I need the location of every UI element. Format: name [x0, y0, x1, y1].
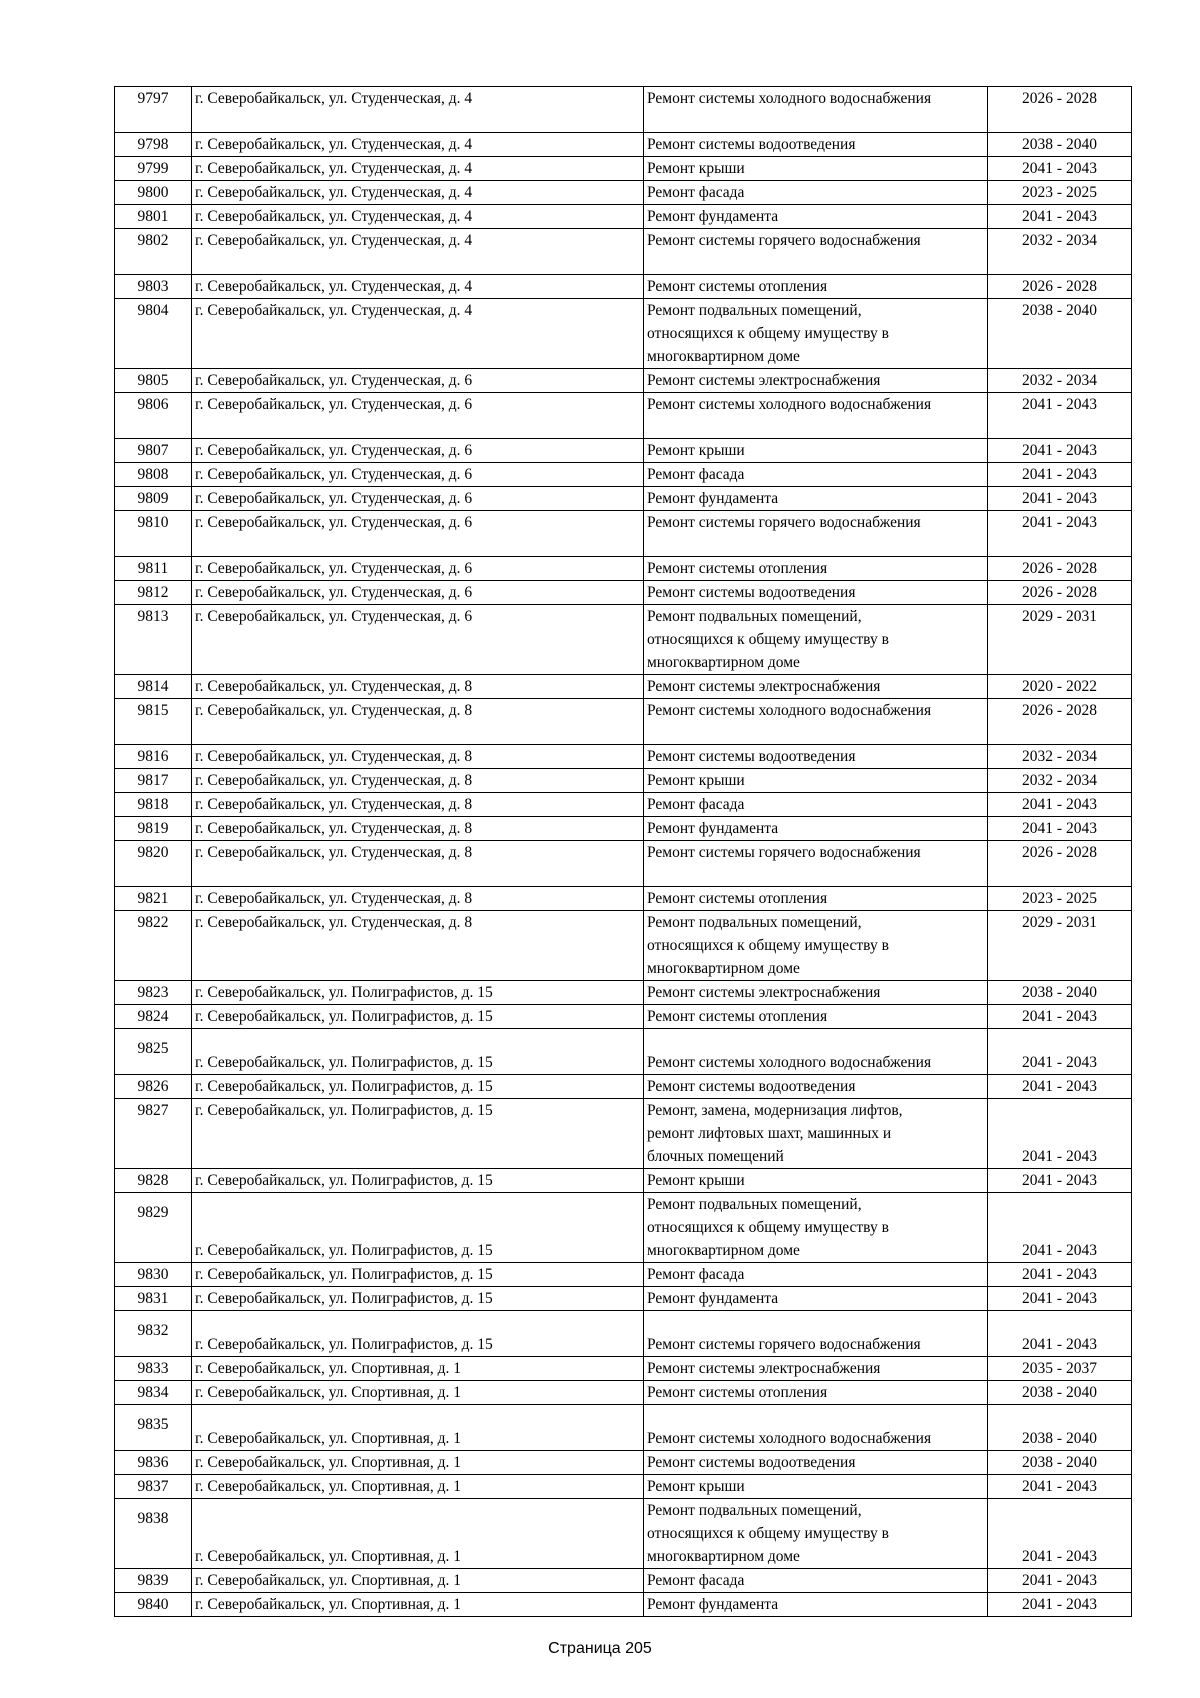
row-number-cell: 9801: [115, 205, 192, 229]
row-number-cell: 9830: [115, 1263, 192, 1287]
work-type-cell: Ремонт фундамента: [644, 487, 988, 511]
period-cell: 2041 - 2043: [988, 205, 1132, 229]
work-type-cell: Ремонт крыши: [644, 157, 988, 181]
address-cell: г. Северобайкальск, ул. Полиграфистов, д. 15: [192, 1263, 644, 1287]
table-row: [115, 581, 1132, 605]
work-type-cell: Ремонт подвальных помещений, относящихся к общему имуществу в многоквартирном доме: [644, 299, 988, 369]
address-cell: г. Северобайкальск, ул. Студенческая, д. 6: [192, 511, 644, 557]
address-cell: г. Северобайкальск, ул. Студенческая, д. 4: [192, 181, 644, 205]
period-cell: 2041 - 2043: [988, 1169, 1132, 1193]
row-number-cell: 9824: [115, 1005, 192, 1029]
row-number-cell: 9817: [115, 769, 192, 793]
row-number-cell: 9818: [115, 793, 192, 817]
period-cell: 2032 - 2034: [988, 229, 1132, 275]
row-number-cell: 9831: [115, 1287, 192, 1311]
table-body: [115, 87, 1132, 1617]
period-cell: 2041 - 2043: [988, 1075, 1132, 1099]
work-type-cell: Ремонт системы водоотведения: [644, 133, 988, 157]
row-number-cell: 9808: [115, 463, 192, 487]
work-type-cell: Ремонт фундамента: [644, 1593, 988, 1617]
period-cell: 2032 - 2034: [988, 769, 1132, 793]
period-cell: 2029 - 2031: [988, 605, 1132, 675]
work-type-cell: Ремонт фундамента: [644, 205, 988, 229]
table-row: [115, 157, 1132, 181]
work-type-cell: Ремонт фасада: [644, 181, 988, 205]
address-cell: г. Северобайкальск, ул. Студенческая, д. 8: [192, 745, 644, 769]
address-cell: г. Северобайкальск, ул. Студенческая, д. 6: [192, 605, 644, 675]
period-cell: 2038 - 2040: [988, 299, 1132, 369]
work-type-cell: Ремонт системы отопления: [644, 275, 988, 299]
row-number-cell: 9835: [115, 1405, 192, 1451]
work-type-cell: Ремонт крыши: [644, 1169, 988, 1193]
address-cell: г. Северобайкальск, ул. Студенческая, д. 8: [192, 675, 644, 699]
table-row: [115, 1287, 1132, 1311]
row-number-cell: 9805: [115, 369, 192, 393]
address-cell: г. Северобайкальск, ул. Спортивная, д. 1: [192, 1381, 644, 1405]
table-row: [115, 605, 1132, 675]
table-row: [115, 463, 1132, 487]
work-type-cell: Ремонт системы электроснабжения: [644, 1357, 988, 1381]
period-cell: 2041 - 2043: [988, 793, 1132, 817]
period-cell: 2038 - 2040: [988, 981, 1132, 1005]
row-number-cell: 9815: [115, 699, 192, 745]
address-cell: г. Северобайкальск, ул. Спортивная, д. 1: [192, 1499, 644, 1569]
period-cell: 2038 - 2040: [988, 1451, 1132, 1475]
table-row: [115, 1593, 1132, 1617]
row-number-cell: 9829: [115, 1193, 192, 1263]
table-row: [115, 369, 1132, 393]
work-type-cell: Ремонт системы водоотведения: [644, 745, 988, 769]
address-cell: г. Северобайкальск, ул. Полиграфистов, д. 15: [192, 981, 644, 1005]
period-cell: 2038 - 2040: [988, 1381, 1132, 1405]
row-number-cell: 9811: [115, 557, 192, 581]
address-cell: г. Северобайкальск, ул. Полиграфистов, д. 15: [192, 1169, 644, 1193]
period-cell: 2041 - 2043: [988, 1099, 1132, 1169]
row-number-cell: 9807: [115, 439, 192, 463]
work-type-cell: Ремонт системы отопления: [644, 557, 988, 581]
row-number-cell: 9819: [115, 817, 192, 841]
row-number-cell: 9797: [115, 87, 192, 133]
table-row: [115, 1569, 1132, 1593]
period-cell: 2026 - 2028: [988, 275, 1132, 299]
period-cell: 2041 - 2043: [988, 1475, 1132, 1499]
table-row: [115, 911, 1132, 981]
row-number-cell: 9798: [115, 133, 192, 157]
period-cell: 2029 - 2031: [988, 911, 1132, 981]
work-type-cell: Ремонт подвальных помещений, относящихся к общему имуществу в многоквартирном доме: [644, 1499, 988, 1569]
address-cell: г. Северобайкальск, ул. Студенческая, д. 4: [192, 157, 644, 181]
work-type-cell: Ремонт фундамента: [644, 817, 988, 841]
row-number-cell: 9806: [115, 393, 192, 439]
row-number-cell: 9816: [115, 745, 192, 769]
address-cell: г. Северобайкальск, ул. Студенческая, д. 6: [192, 463, 644, 487]
address-cell: г. Северобайкальск, ул. Полиграфистов, д. 15: [192, 1287, 644, 1311]
period-cell: 2041 - 2043: [988, 1263, 1132, 1287]
address-cell: г. Северобайкальск, ул. Студенческая, д. 6: [192, 557, 644, 581]
row-number-cell: 9812: [115, 581, 192, 605]
address-cell: г. Северобайкальск, ул. Спортивная, д. 1: [192, 1405, 644, 1451]
row-number-cell: 9802: [115, 229, 192, 275]
row-number-cell: 9800: [115, 181, 192, 205]
work-type-cell: Ремонт фасада: [644, 463, 988, 487]
work-type-cell: Ремонт фундамента: [644, 1287, 988, 1311]
table-row: [115, 1499, 1132, 1569]
period-cell: 2026 - 2028: [988, 557, 1132, 581]
table-row: [115, 133, 1132, 157]
address-cell: г. Северобайкальск, ул. Спортивная, д. 1: [192, 1593, 644, 1617]
work-type-cell: Ремонт системы холодного водоснабжения: [644, 87, 988, 133]
period-cell: 2038 - 2040: [988, 1405, 1132, 1451]
table-row: [115, 841, 1132, 887]
row-number-cell: 9833: [115, 1357, 192, 1381]
address-cell: г. Северобайкальск, ул. Студенческая, д. 8: [192, 911, 644, 981]
work-type-cell: Ремонт системы электроснабжения: [644, 981, 988, 1005]
period-cell: 2041 - 2043: [988, 439, 1132, 463]
address-cell: г. Северобайкальск, ул. Студенческая, д. 8: [192, 699, 644, 745]
period-cell: 2026 - 2028: [988, 581, 1132, 605]
table-row: [115, 299, 1132, 369]
period-cell: 2026 - 2028: [988, 699, 1132, 745]
work-type-cell: Ремонт фасада: [644, 1569, 988, 1593]
table-row: [115, 793, 1132, 817]
period-cell: 2041 - 2043: [988, 1569, 1132, 1593]
work-type-cell: Ремонт системы отопления: [644, 887, 988, 911]
work-type-cell: Ремонт крыши: [644, 439, 988, 463]
row-number-cell: 9825: [115, 1029, 192, 1075]
table-row: [115, 511, 1132, 557]
table-row: [115, 981, 1132, 1005]
address-cell: г. Северобайкальск, ул. Студенческая, д. 4: [192, 229, 644, 275]
address-cell: г. Северобайкальск, ул. Студенческая, д. 4: [192, 133, 644, 157]
page-number: Страница 205: [548, 1640, 652, 1657]
row-number-cell: 9838: [115, 1499, 192, 1569]
period-cell: 2032 - 2034: [988, 745, 1132, 769]
table-row: [115, 1193, 1132, 1263]
period-cell: 2041 - 2043: [988, 157, 1132, 181]
table-row: [115, 87, 1132, 133]
table-row: [115, 393, 1132, 439]
table-row: [115, 557, 1132, 581]
address-cell: г. Северобайкальск, ул. Студенческая, д. 8: [192, 887, 644, 911]
row-number-cell: 9822: [115, 911, 192, 981]
table-row: [115, 439, 1132, 463]
work-type-cell: Ремонт системы водоотведения: [644, 1075, 988, 1099]
work-type-cell: Ремонт подвальных помещений, относящихся к общему имуществу в многоквартирном доме: [644, 911, 988, 981]
work-type-cell: Ремонт крыши: [644, 769, 988, 793]
work-type-cell: Ремонт системы горячего водоснабжения: [644, 229, 988, 275]
table-row: [115, 229, 1132, 275]
address-cell: г. Северобайкальск, ул. Студенческая, д. 8: [192, 769, 644, 793]
row-number-cell: 9837: [115, 1475, 192, 1499]
period-cell: 2038 - 2040: [988, 133, 1132, 157]
address-cell: г. Северобайкальск, ул. Студенческая, д. 6: [192, 439, 644, 463]
table-row: [115, 1311, 1132, 1357]
work-type-cell: Ремонт фасада: [644, 793, 988, 817]
address-cell: г. Северобайкальск, ул. Спортивная, д. 1: [192, 1475, 644, 1499]
work-type-cell: Ремонт системы горячего водоснабжения: [644, 841, 988, 887]
row-number-cell: 9813: [115, 605, 192, 675]
period-cell: 2041 - 2043: [988, 1029, 1132, 1075]
table-row: [115, 181, 1132, 205]
period-cell: 2032 - 2034: [988, 369, 1132, 393]
table-row: [115, 1005, 1132, 1029]
address-cell: г. Северобайкальск, ул. Полиграфистов, д. 15: [192, 1311, 644, 1357]
work-type-cell: Ремонт системы водоотведения: [644, 581, 988, 605]
work-type-cell: Ремонт подвальных помещений, относящихся к общему имуществу в многоквартирном доме: [644, 605, 988, 675]
address-cell: г. Северобайкальск, ул. Студенческая, д. 6: [192, 393, 644, 439]
period-cell: 2035 - 2037: [988, 1357, 1132, 1381]
work-type-cell: Ремонт, замена, модернизация лифтов, ремонт лифтовых шахт, машинных и блочных помещений: [644, 1099, 988, 1169]
address-cell: г. Северобайкальск, ул. Полиграфистов, д. 15: [192, 1193, 644, 1263]
period-cell: 2041 - 2043: [988, 487, 1132, 511]
table-row: [115, 1381, 1132, 1405]
period-cell: 2041 - 2043: [988, 1311, 1132, 1357]
row-number-cell: 9810: [115, 511, 192, 557]
period-cell: 2020 - 2022: [988, 675, 1132, 699]
row-number-cell: 9828: [115, 1169, 192, 1193]
table-row: [115, 275, 1132, 299]
work-type-cell: Ремонт системы холодного водоснабжения: [644, 1405, 988, 1451]
work-type-cell: Ремонт системы горячего водоснабжения: [644, 1311, 988, 1357]
address-cell: г. Северобайкальск, ул. Спортивная, д. 1: [192, 1451, 644, 1475]
row-number-cell: 9804: [115, 299, 192, 369]
address-cell: г. Северобайкальск, ул. Полиграфистов, д. 15: [192, 1005, 644, 1029]
row-number-cell: 9814: [115, 675, 192, 699]
table-row: [115, 1169, 1132, 1193]
address-cell: г. Северобайкальск, ул. Студенческая, д. 6: [192, 369, 644, 393]
address-cell: г. Северобайкальск, ул. Полиграфистов, д. 15: [192, 1029, 644, 1075]
work-type-cell: Ремонт системы электроснабжения: [644, 369, 988, 393]
work-type-cell: Ремонт подвальных помещений, относящихся к общему имуществу в многоквартирном доме: [644, 1193, 988, 1263]
address-cell: г. Северобайкальск, ул. Студенческая, д. 4: [192, 275, 644, 299]
row-number-cell: 9809: [115, 487, 192, 511]
table-row: [115, 1075, 1132, 1099]
row-number-cell: 9827: [115, 1099, 192, 1169]
address-cell: г. Северобайкальск, ул. Студенческая, д. 8: [192, 841, 644, 887]
address-cell: г. Северобайкальск, ул. Студенческая, д. 4: [192, 299, 644, 369]
table-row: [115, 1099, 1132, 1169]
address-cell: г. Северобайкальск, ул. Спортивная, д. 1: [192, 1569, 644, 1593]
row-number-cell: 9803: [115, 275, 192, 299]
table-row: [115, 1475, 1132, 1499]
address-cell: г. Северобайкальск, ул. Студенческая, д. 4: [192, 87, 644, 133]
row-number-cell: 9840: [115, 1593, 192, 1617]
row-number-cell: 9799: [115, 157, 192, 181]
period-cell: 2026 - 2028: [988, 841, 1132, 887]
address-cell: г. Северобайкальск, ул. Студенческая, д. 8: [192, 793, 644, 817]
table-row: [115, 487, 1132, 511]
work-type-cell: Ремонт системы отопления: [644, 1381, 988, 1405]
period-cell: 2041 - 2043: [988, 1193, 1132, 1263]
table-row: [115, 1029, 1132, 1075]
work-type-cell: Ремонт крыши: [644, 1475, 988, 1499]
period-cell: 2041 - 2043: [988, 1593, 1132, 1617]
work-type-cell: Ремонт системы холодного водоснабжения: [644, 1029, 988, 1075]
repair-schedule-table: [114, 86, 1132, 1617]
period-cell: 2041 - 2043: [988, 393, 1132, 439]
period-cell: 2041 - 2043: [988, 817, 1132, 841]
table-row: [115, 205, 1132, 229]
row-number-cell: 9821: [115, 887, 192, 911]
work-type-cell: Ремонт системы холодного водоснабжения: [644, 699, 988, 745]
table-row: [115, 817, 1132, 841]
period-cell: 2023 - 2025: [988, 887, 1132, 911]
period-cell: 2041 - 2043: [988, 463, 1132, 487]
address-cell: г. Северобайкальск, ул. Спортивная, д. 1: [192, 1357, 644, 1381]
work-type-cell: Ремонт системы горячего водоснабжения: [644, 511, 988, 557]
period-cell: 2041 - 2043: [988, 511, 1132, 557]
table-row: [115, 675, 1132, 699]
row-number-cell: 9832: [115, 1311, 192, 1357]
work-type-cell: Ремонт системы холодного водоснабжения: [644, 393, 988, 439]
table-row: [115, 769, 1132, 793]
row-number-cell: 9820: [115, 841, 192, 887]
work-type-cell: Ремонт фасада: [644, 1263, 988, 1287]
table-row: [115, 745, 1132, 769]
table-row: [115, 887, 1132, 911]
row-number-cell: 9834: [115, 1381, 192, 1405]
row-number-cell: 9826: [115, 1075, 192, 1099]
table-row: [115, 1405, 1132, 1451]
work-type-cell: Ремонт системы электроснабжения: [644, 675, 988, 699]
address-cell: г. Северобайкальск, ул. Студенческая, д. 6: [192, 487, 644, 511]
period-cell: 2041 - 2043: [988, 1287, 1132, 1311]
row-number-cell: 9836: [115, 1451, 192, 1475]
address-cell: г. Северобайкальск, ул. Студенческая, д. 8: [192, 817, 644, 841]
period-cell: 2023 - 2025: [988, 181, 1132, 205]
table-row: [115, 1263, 1132, 1287]
address-cell: г. Северобайкальск, ул. Полиграфистов, д. 15: [192, 1075, 644, 1099]
period-cell: 2041 - 2043: [988, 1005, 1132, 1029]
table-row: [115, 1451, 1132, 1475]
address-cell: г. Северобайкальск, ул. Студенческая, д. 6: [192, 581, 644, 605]
period-cell: 2041 - 2043: [988, 1499, 1132, 1569]
period-cell: 2026 - 2028: [988, 87, 1132, 133]
address-cell: г. Северобайкальск, ул. Студенческая, д. 4: [192, 205, 644, 229]
table-row: [115, 1357, 1132, 1381]
work-type-cell: Ремонт системы отопления: [644, 1005, 988, 1029]
work-type-cell: Ремонт системы водоотведения: [644, 1451, 988, 1475]
address-cell: г. Северобайкальск, ул. Полиграфистов, д. 15: [192, 1099, 644, 1169]
row-number-cell: 9839: [115, 1569, 192, 1593]
table-row: [115, 699, 1132, 745]
row-number-cell: 9823: [115, 981, 192, 1005]
